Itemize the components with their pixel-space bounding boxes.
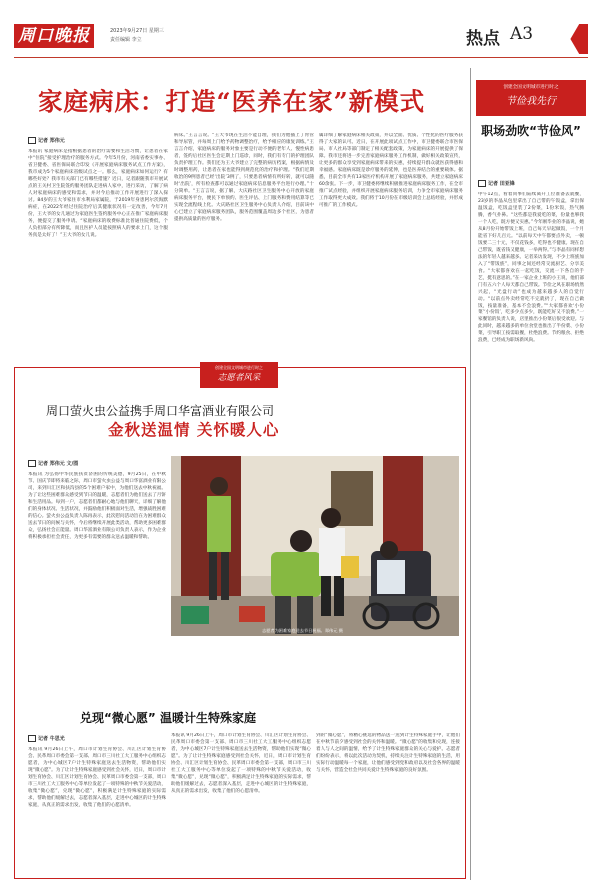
sub-article-headline: 兑现“微心愿” 温暖计生特殊家庭 <box>80 711 256 725</box>
side-article-headline: 职场劲吹“节俭风” <box>481 124 581 138</box>
sub-article-byline-text: 记者 牛思光 <box>38 736 65 742</box>
issue-date: 2023年9月27日 星期三 <box>110 28 164 34</box>
sub-article-byline <box>28 735 65 742</box>
newspaper-logo: 周口晚报 <box>14 24 94 48</box>
volunteer-badge-slogan: 志愿者风采 <box>217 373 261 383</box>
section-name: 热点 <box>466 29 500 49</box>
volunteer-photo-illustration <box>171 456 459 636</box>
page-number: A3 <box>510 24 534 44</box>
main-article-col2: 病床。”王言言说。“王大爷现在生活不能自理，我们为他插上了胃管和导尿管，并每周上门给予药物调整治疗，给予相应的康复训练。”王言言介绍，家庭病床的服务对象主要是行动不便的老年人、慢性病患者，签约后社区医生会定期上门巡诊，同时，我们有专门的护理团队负责护理工作。我们还为王大爷建立了完整的病历档案，根据病情及时调整用药，让患者在家也能得到规范化的治疗和护理。“我们近期收治的9例患者已经‘出院’3例了，只要患者病情有所好转，就可以随时‘出院’，所有检查都可以通过家庭病床信息服务平台进行办理。”十分简单。“王言言说，据了解，大庆路社区卫生服务中心开放的家庭病床服务平台，便民下单预约、医生评估、上门服务和费用结算等已实现全流程线上化。大庆路社区卫生服务中心负责人介绍，目前该中心已建立了家庭病床服务团队，服务范围覆盖周边多个社区，为患者提供高质量的医疗服务。 <box>174 133 314 222</box>
volunteer-badge-caption: 创建全国文明城市进行时之 <box>215 365 263 370</box>
page-tab-arrow-icon <box>566 24 588 54</box>
sub-article-col2: 本报讯 9月26日上午，周口市计划生育协会、川汇区计划生育协会、民革周口市委会第一支部、周口市三川社工大工服务中心组织志愿者，为中心城区7户计生特殊家庭送去生活物资，帮助他们实现“微心愿”。为了让计生特殊家庭感受到社会关怀，近日，周口市计划生育协会、川汇区计划生育协会、民革周口市委会第一支部，周口市三川社工大工服务中心等单位发起了一项特殊的中秋节关爱活动，收集“微心愿”，兑现“微心愿”，积极满足计生特殊家庭的实际需求，帮助他们缓解过去，志愿者深入基层，走进中心城区的计生特殊家庭，从真正的需求出发，收集了他们的心愿清单。 <box>171 733 311 794</box>
volunteer-badge <box>200 362 278 388</box>
main-article-col3: 属详细了解家庭病床相关政策，并以全面、优质、个性化的医疗服务获得了大家的认可。近日，在开展此项试点工作中，市卫健委联合市医保局、市人社局等部门制定了相关配套政策，为家庭病床的开展提供了保障。我市还将进一步完善家庭病床服务工作机制，做好相关政策宣传，让更多的群众享受到家庭病床带来的实惠，持续提升群众就医获得感和幸福感。家庭病床既是诊疗服务的延伸，也是医养结合的重要载体。据悉，目前全市共有13家医疗机构开展了家庭病床服务，共建立家庭病床60余张。下一步，市卫健委将继续积极推进家庭病床服务工作，在全市推广试点经验，并组织开展家庭病床服务培训，力争全市家庭病床服务工作取得更大成效。我们将于10月份在市级培训会上总结经验，并形成可推广的工作模式。 <box>319 133 463 208</box>
side-article-body: 中午12点，看着同事们陆续离开工位准备去就餐，23岁的李晶从包里拿出了自己带的午饭盒，拿出保温饭盒，吃饭盒里装了2份菜，1份米饭，热气腾腾，香气扑鼻。“这些都是我爱吃的菜，份量也够我一个人吃，既方便又实惠。”今年刚毕业的李晶说，她从8月份开始带饭上班，自己每天早起做饭，一个月能省下好几百元。“以前每天中午都要点外卖，一顿饭要二三十元，不仅花钱多，吃得也不健康。现在自己带饭，既省钱又健康，一举两得。”与李晶有同样想法的年轻人越来越多。记者采访发现，不少上班族加入了“带饭族”，同事之间还经常交流厨艺、分享美食。“大家都喜欢在一起吃饭，交流一下各自的手艺，挺有意思的。”在一家企业上班的小王说，他们部门有五六个人每天都自己带饭。节俭之风在职场悄然兴起，“光盘行动”也成为越来越多人的自觉行动。“以前点外卖经常吃不完就扔了，现在自己做饭，按量准备，基本不会浪费。”“大家都喜欢‘小份菜’‘小份饭’，吃多少点多少，既能吃好又不浪费。”一家餐馆的负责人说，店里推出小份菜后很受欢迎。与此同时，越来越多的单位食堂也推出了半份菜、小份菜，引导职工按需取餐，杜绝浪费。节约粮食、拒绝浪费，已经成为职场新风尚。 <box>478 192 584 344</box>
column-badge-caption: 创建全国文明城市进行时之 <box>503 85 559 90</box>
column-divider <box>470 68 471 880</box>
feature-body: 本报讯 为弘扬中华民族扶贫济困的传统美德，9月25日，在中秋节、国庆节即将来临之际，周口市萤火虫公益与周口华富酒业有限公司，来到川汇区和扶沟县的5个困难户家中，为他们送去中秋祝福。为了让这些困难群众感受到节日的温暖，志愿者们为他们送去了月饼和生活用品。每到一户，志愿者们都耐心地与他们聊天，详细了解他们的身体状况、生活状况，并鼓励他们积极面对生活，增强战胜困难的信心。萤火虫公益负责人陈再表示，此次慰问活动旨在为困难群众送去节日的问候与关怀，今后将继续开展此类活动，帮助更多困难群众，弘扬社会正能量。周口华富酒业有限公司负责人表示，作为企业将积极承担社会责任，为更多有需要的群众送去温暖和帮助。 <box>28 472 166 540</box>
side-byline-text: 记者 田亚锋 <box>488 181 515 187</box>
sub-article-col1: 本报讯 9月26日上午，周口市计划生育协会、川汇区计划生育协会、民革周口市委会第一支部、周口市三川社工大工服务中心组织志愿者，为中心城区7户计生特殊家庭送去生活物资，帮助他们实现“微心愿”。为了让计生特殊家庭感受到社会关怀，近日，周口市计划生育协会、川汇区计划生育协会、民革周口市委会第一支部，周口市三川社工大工服务中心等单位发起了一项特殊的中秋节关爱活动，收集“微心愿”，兑现“微心愿”，积极满足计生特殊家庭的实际需求，帮助他们缓解过去，志愿者深入基层，走进中心城区的计生特殊家庭，从真正的需求出发，收集了他们的心愿清单。 <box>28 747 166 808</box>
main-byline <box>28 137 65 144</box>
byline-icon <box>28 460 36 467</box>
byline-icon <box>28 137 36 144</box>
sub-article-col3: 到的“微心愿”，将精心挑选的物品送一送到计生特殊家庭手中，让他们在中秋节前夕感受到社会的关怀和温暖。“微心愿”的收集和兑现，连接着人与人之间的温情，给予了计生特殊家庭群众的关心与爱护。志愿者们纷纷表示，将以此次活动为契机，持续关注计生特殊家庭的生活，用实际行动温暖每一个家庭，让他们感受到党和政府以及社会各界的温暖与关怀，营造全社会共同关爱计生特殊家庭的良好氛围。 <box>316 733 460 773</box>
photo-caption: 志愿者为困难家庭送去节日祝福。郑伟元 摄 <box>262 628 343 633</box>
byline-icon <box>28 735 36 742</box>
feature-byline <box>28 460 78 467</box>
main-byline-text: 记者 郑伟元 <box>38 138 65 144</box>
side-byline <box>478 180 515 187</box>
feature-headline: 金秋送温情 关怀暖人心 <box>108 421 280 439</box>
volunteer-photo <box>171 456 459 636</box>
feature-byline-text: 记者 郑伟元 文/图 <box>38 461 79 467</box>
main-article-col1: 本报讯 家庭病床是指根据患者的治疗需要和生活习惯，让患者在家中“住院”接受护理治疗的服务方式。今年5月份，河南省委实事办、省卫健委、省医保局联合印发《开展家庭病床服务试点工作方案》，我市成为5个家庭病床省级试点之一。那么，家庭病床如何运行？有哪些好处？我市有关部门已有哪些措施？近日，记者跟随我市开展试点的王关村卫生院签约服务团队走进病人家中，进行采访，了解了病人对家庭病床的感受和需求，并对今后推动工作开展进行了深入探讨。84岁的王大爷家住市水利局家属院，于2019年身患阿尔茨海默病症，在2022年经过住院治疗后其健康状况有一定改善，今年7月份，王大爷的女儿通过为家庭医生签约服务中心正在推广家庭病床服务，便提交了服务申请。“家庭病床的收费标准比普通住院费低，个人负担部分有所降低，而且医护人员能按照病人的要求上门，这个服务真是太好了！”王大爷的女儿说。 <box>28 149 168 238</box>
main-headline: 家庭病床：打造“医养在家”新模式 <box>38 87 426 116</box>
byline-icon <box>478 180 486 187</box>
masthead-rule <box>14 57 588 58</box>
feature-kicker: 周口萤火虫公益携手周口华富酒业有限公司 <box>46 404 275 418</box>
responsible-editor: 责任编辑 李立 <box>110 37 142 43</box>
column-badge <box>476 80 586 116</box>
column-badge-slogan: 节俭我先行 <box>506 96 556 107</box>
